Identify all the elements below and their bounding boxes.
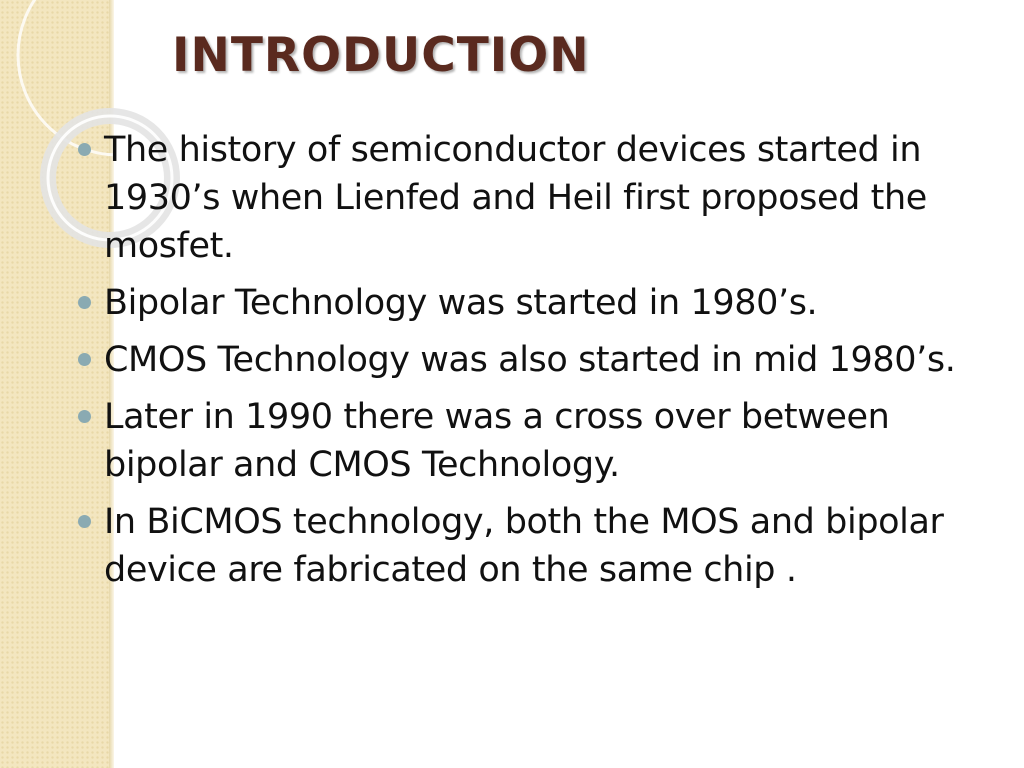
bullet-dot-icon [78,353,91,366]
bullet-text: Bipolar Technology was started in 1980’s. [104,283,818,323]
bullet-dot-icon [78,296,91,309]
bullet-item [104,498,984,594]
bullet-text: The history of semiconductor devices started in 1930’s when Lienfed and Heil first proposed the mosfet. [104,130,927,266]
bullet-item [104,336,984,384]
bullet-dot-icon [78,143,91,156]
bullet-list [104,126,984,603]
bullet-item [104,126,984,270]
bullet-item [104,393,984,489]
bullet-text: In BiCMOS technology, both the MOS and bipolar device are fabricated on the same chip . [104,502,944,590]
bullet-dot-icon [78,410,91,423]
bullet-text: CMOS Technology was also started in mid 1980’s. [104,340,956,380]
bullet-dot-icon [78,515,91,528]
bullet-item [104,279,984,327]
slide-title: INTRODUCTION [172,28,590,83]
bullet-text: Later in 1990 there was a cross over between bipolar and CMOS Technology. [104,397,890,485]
